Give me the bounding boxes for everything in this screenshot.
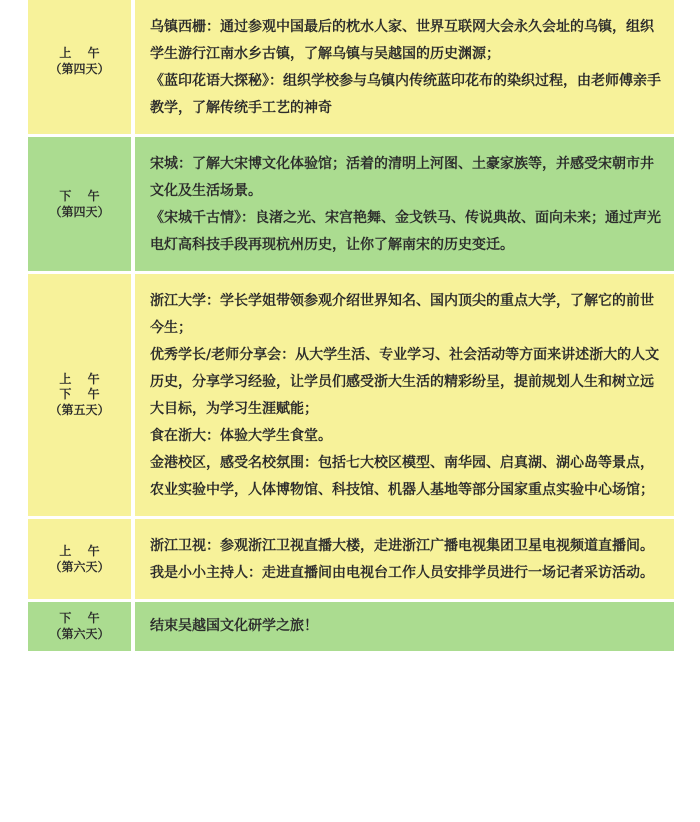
activity-paragraph: 浙江卫视：参观浙江卫视直播大楼，走进浙江广播电视集团卫星电视频道直播间。 <box>150 538 654 554</box>
activity-paragraph: 《宋城千古情》：良渚之光、宋宫艳舞、金戈铁马、传说典故、面向未来；通过声光电灯高科技手段再现杭州历史，让你了解南宋的历史变迁。 <box>150 210 661 253</box>
schedule-table <box>28 0 674 654</box>
schedule-row-day6-afternoon <box>28 602 674 651</box>
time-label: 下 午 <box>59 611 106 625</box>
time-label: 上 午 <box>59 543 106 558</box>
activity-paragraph: 浙江大学：学长学姐带领参观介绍世界知名、国内顶尖的重点大学，了解它的前世今生； <box>150 293 654 336</box>
activity-paragraph: 我是小小主持人：走进直播间由电视台工作人员安排学员进行一场记者采访活动。 <box>150 565 654 581</box>
time-label: 下 午 <box>59 387 106 401</box>
activity-paragraph: 《蓝印花语大探秘》：组织学校参与乌镇内传统蓝印花布的染织过程，由老师傅亲手教学，了解传统手工艺的神奇 <box>150 73 661 116</box>
schedule-row-day6-morning <box>28 519 674 599</box>
schedule-row-day5 <box>28 274 674 516</box>
activity-cell <box>135 274 674 516</box>
schedule-row-day4-morning <box>28 0 674 134</box>
day-label: （第六天） <box>49 627 110 641</box>
activity-cell <box>135 137 674 271</box>
day-label: （第四天） <box>49 204 110 219</box>
time-cell <box>28 137 131 271</box>
activity-paragraph: 宋城：了解大宋博文化体验馆；活着的清明上河图、土豪家族等，并感受宋朝市井文化及生活场景。 <box>150 156 654 199</box>
day-label: （第五天） <box>49 403 110 417</box>
time-cell <box>28 0 131 134</box>
activity-cell <box>135 519 674 599</box>
activity-paragraph: 食在浙大：体验大学生食堂。 <box>150 428 332 444</box>
activity-paragraph: 结束吴越国文化研学之旅！ <box>150 618 318 634</box>
time-label: 上 午 <box>59 372 106 386</box>
time-label: 上 午 <box>59 45 106 60</box>
day-label: （第四天） <box>49 61 110 76</box>
day-label: （第六天） <box>49 559 110 574</box>
time-cell <box>28 274 131 516</box>
activity-paragraph: 金港校区，感受名校氛围：包括七大校区模型、南华园、启真湖、湖心岛等景点，农业实验中学，人体博物馆、科技馆、机器人基地等部分国家重点实验中心场馆； <box>150 455 654 498</box>
time-cell <box>28 519 131 599</box>
activity-paragraph: 乌镇西栅：通过参观中国最后的枕水人家、世界互联网大会永久会址的乌镇，组织学生游行江南水乡古镇，了解乌镇与吴越国的历史渊源； <box>150 19 654 62</box>
time-cell <box>28 602 131 651</box>
activity-cell <box>135 0 674 134</box>
activity-paragraph: 优秀学长/老师分享会：从大学生活、专业学习、社会活动等方面来讲述浙大的人文历史，分享学习经验，让学员们感受浙大生活的精彩纷呈，提前规划人生和树立远大目标，为学习生涯赋能； <box>150 347 660 417</box>
schedule-row-day4-afternoon <box>28 137 674 271</box>
activity-cell <box>135 602 674 651</box>
time-label: 下 午 <box>59 188 106 203</box>
